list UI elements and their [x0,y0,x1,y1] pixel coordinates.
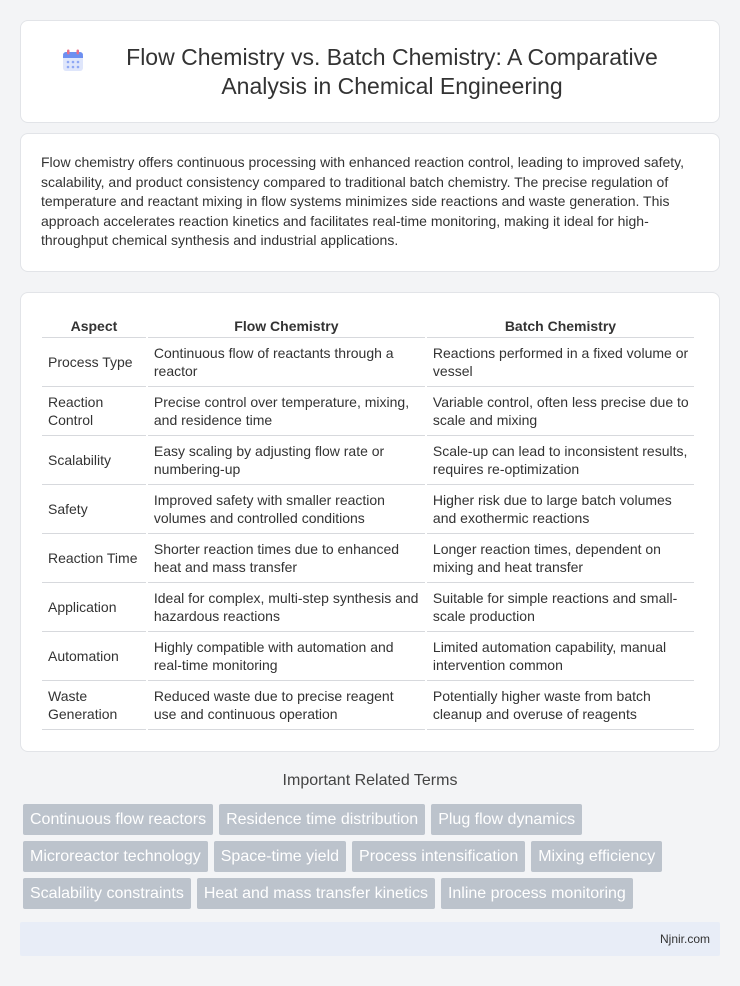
table-row [42,681,694,730]
tag-row [23,878,723,909]
cell-flow: Improved safety with smaller reaction volumes and controlled conditions [148,485,425,534]
cell-flow: Easy scaling by adjusting flow rate or numbering-up [148,436,425,485]
cell-aspect: Process Type [42,338,146,387]
cell-aspect: Reaction Control [42,387,146,436]
cell-flow: Reduced waste due to precise reagent use and continuous operation [148,681,425,730]
table-row [42,436,694,485]
cell-batch: Reactions performed in a fixed volume or vessel [427,338,694,387]
cell-flow: Highly compatible with automation and real-time monitoring [148,632,425,681]
term-tag[interactable]: Inline process monitoring [441,878,633,909]
comparison-table [40,313,696,730]
table-row [42,632,694,681]
cell-batch: Longer reaction times, dependent on mixing and heat transfer [427,534,694,583]
page-title: Flow Chemistry vs. Batch Chemistry: A Comparative Analysis in Chemical Engineering [126,43,658,99]
cell-batch: Suitable for simple reactions and small-scale production [427,583,694,632]
cell-aspect: Reaction Time [42,534,146,583]
intro-card [20,133,720,272]
term-tag[interactable]: Plug flow dynamics [431,804,582,835]
cell-batch: Variable control, often less precise due to scale and mixing [427,387,694,436]
cell-aspect: Application [42,583,146,632]
tag-row [23,804,723,835]
intro-paragraph: Flow chemistry offers continuous processing with enhanced reaction control, leading to improved safety, scalability, and product consistency compared to traditional batch chemistry. The precise regulation of temperature and reactant mixing in flow systems minimizes side reactions and waste generation. This approach accelerates reaction kinetics and facilitates real-time monitoring, making it ideal for high-throughput chemical synthesis and industrial applications. [41,154,685,248]
term-tag[interactable]: Mixing efficiency [531,841,662,872]
title-card [20,20,720,123]
term-tag[interactable]: Heat and mass transfer kinetics [197,878,435,909]
term-tag[interactable]: Residence time distribution [219,804,425,835]
table-header-row [42,313,694,338]
term-tag[interactable]: Process intensification [352,841,525,872]
term-tag[interactable]: Space-time yield [214,841,346,872]
header-batch-chemistry: Batch Chemistry [427,313,694,338]
table-row [42,338,694,387]
calendar-icon [61,48,87,74]
table-row [42,387,694,436]
table-row [42,534,694,583]
comparison-table-card [20,292,720,752]
cell-batch: Potentially higher waste from batch cleanup and overuse of reagents [427,681,694,730]
cell-flow: Continuous flow of reactants through a reactor [148,338,425,387]
term-tag[interactable]: Continuous flow reactors [23,804,213,835]
cell-aspect: Scalability [42,436,146,485]
footer [20,922,720,956]
term-tag[interactable]: Scalability constraints [23,878,191,909]
title-wrap [61,43,679,101]
table-row [42,485,694,534]
cell-flow: Precise control over temperature, mixing, and residence time [148,387,425,436]
table-row [42,583,694,632]
cell-batch: Higher risk due to large batch volumes and exothermic reactions [427,485,694,534]
footer-site-link[interactable]: Njnir.com [659,932,710,946]
tag-row [23,841,723,872]
related-terms-tags [23,804,723,915]
header-flow-chemistry: Flow Chemistry [148,313,425,338]
cell-flow: Shorter reaction times due to enhanced heat and mass transfer [148,534,425,583]
term-tag[interactable]: Microreactor technology [23,841,208,872]
cell-aspect: Waste Generation [42,681,146,730]
cell-flow: Ideal for complex, multi-step synthesis and hazardous reactions [148,583,425,632]
related-terms-heading: Important Related Terms [282,772,458,789]
cell-batch: Limited automation capability, manual intervention common [427,632,694,681]
cell-aspect: Automation [42,632,146,681]
cell-batch: Scale-up can lead to inconsistent results, requires re-optimization [427,436,694,485]
cell-aspect: Safety [42,485,146,534]
header-aspect: Aspect [42,313,146,338]
